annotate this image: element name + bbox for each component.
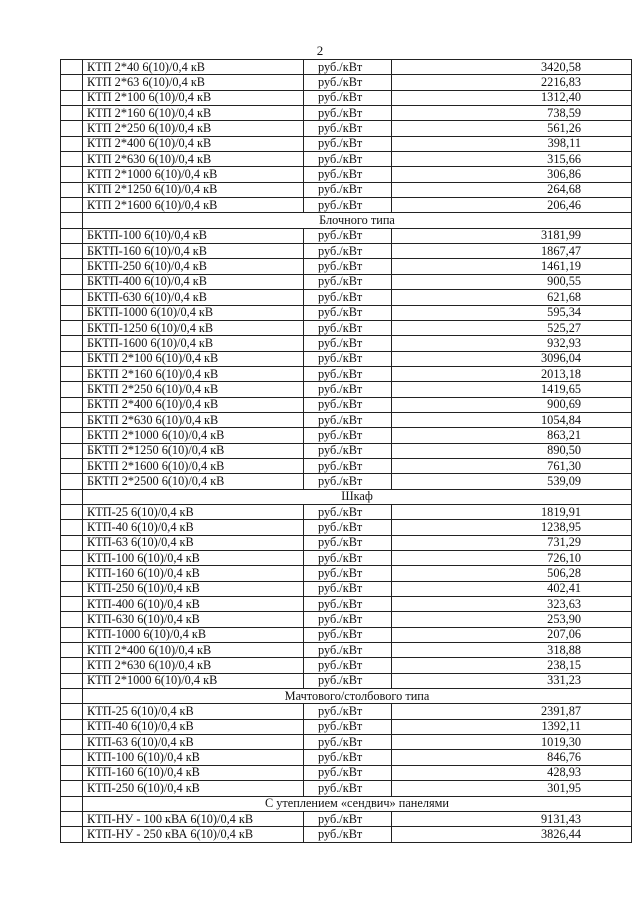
row-index-cell [61, 443, 83, 458]
row-index-cell [61, 719, 83, 734]
unit-cell: руб./кВт [304, 504, 392, 519]
equipment-name-cell: КТП 2*100 6(10)/0,4 кВ [83, 90, 304, 105]
table-row [61, 290, 632, 305]
unit-cell: руб./кВт [304, 551, 392, 566]
price-value-cell: 726,10 [392, 551, 632, 566]
table-row [61, 136, 632, 151]
table-row [61, 719, 632, 734]
equipment-name-cell: КТП 2*1000 6(10)/0,4 кВ [83, 673, 304, 688]
row-index-cell [61, 535, 83, 550]
unit-cell: руб./кВт [304, 198, 392, 213]
table-row [61, 382, 632, 397]
section-title: С утеплением «сендвич» панелями [83, 796, 632, 811]
equipment-name-cell: БКТП 2*400 6(10)/0,4 кВ [83, 397, 304, 412]
equipment-name-cell: БКТП-160 6(10)/0,4 кВ [83, 244, 304, 259]
row-index-cell [61, 581, 83, 596]
equipment-name-cell: КТП-25 6(10)/0,4 кВ [83, 504, 304, 519]
price-value-cell: 2391,87 [392, 704, 632, 719]
table-row [61, 643, 632, 658]
section-title: Шкаф [83, 489, 632, 504]
unit-cell: руб./кВт [304, 244, 392, 259]
row-index-cell [61, 827, 83, 842]
table-row [61, 182, 632, 197]
equipment-name-cell: КТП 2*400 6(10)/0,4 кВ [83, 643, 304, 658]
table-row [61, 811, 632, 826]
price-value-cell: 1054,84 [392, 412, 632, 427]
price-value-cell: 398,11 [392, 136, 632, 151]
row-index-cell [61, 474, 83, 489]
table-row [61, 750, 632, 765]
unit-cell: руб./кВт [304, 382, 392, 397]
equipment-name-cell: БКТП 2*250 6(10)/0,4 кВ [83, 382, 304, 397]
equipment-name-cell: БКТП 2*1250 6(10)/0,4 кВ [83, 443, 304, 458]
table-row [61, 167, 632, 182]
equipment-name-cell: КТП-100 6(10)/0,4 кВ [83, 551, 304, 566]
price-value-cell: 301,95 [392, 781, 632, 796]
row-index-cell [61, 689, 83, 704]
equipment-name-cell: КТП-НУ - 250 кВА 6(10)/0,4 кВ [83, 827, 304, 842]
price-value-cell: 264,68 [392, 182, 632, 197]
table-row [61, 612, 632, 627]
row-index-cell [61, 704, 83, 719]
row-index-cell [61, 597, 83, 612]
equipment-name-cell: КТП 2*630 6(10)/0,4 кВ [83, 658, 304, 673]
equipment-name-cell: КТП 2*1600 6(10)/0,4 кВ [83, 198, 304, 213]
price-value-cell: 3420,58 [392, 60, 632, 75]
row-index-cell [61, 673, 83, 688]
price-value-cell: 3826,44 [392, 827, 632, 842]
unit-cell: руб./кВт [304, 351, 392, 366]
price-value-cell: 1867,47 [392, 244, 632, 259]
equipment-name-cell: КТП 2*630 6(10)/0,4 кВ [83, 152, 304, 167]
price-value-cell: 890,50 [392, 443, 632, 458]
row-index-cell [61, 106, 83, 121]
unit-cell: руб./кВт [304, 704, 392, 719]
table-row [61, 90, 632, 105]
unit-cell: руб./кВт [304, 443, 392, 458]
unit-cell: руб./кВт [304, 627, 392, 642]
price-value-cell: 2013,18 [392, 366, 632, 381]
unit-cell: руб./кВт [304, 765, 392, 780]
table-row [61, 781, 632, 796]
table-row [61, 60, 632, 75]
unit-cell: руб./кВт [304, 781, 392, 796]
table-row [61, 520, 632, 535]
row-index-cell [61, 428, 83, 443]
unit-cell: руб./кВт [304, 121, 392, 136]
row-index-cell [61, 136, 83, 151]
table-row [61, 121, 632, 136]
price-value-cell: 238,15 [392, 658, 632, 673]
price-value-cell: 207,06 [392, 627, 632, 642]
row-index-cell [61, 228, 83, 243]
row-index-cell [61, 182, 83, 197]
unit-cell: руб./кВт [304, 259, 392, 274]
row-index-cell [61, 167, 83, 182]
price-value-cell: 1238,95 [392, 520, 632, 535]
price-value-cell: 2216,83 [392, 75, 632, 90]
price-value-cell: 761,30 [392, 458, 632, 473]
row-index-cell [61, 551, 83, 566]
equipment-name-cell: БКТП-400 6(10)/0,4 кВ [83, 274, 304, 289]
row-index-cell [61, 412, 83, 427]
equipment-name-cell: БКТП-630 6(10)/0,4 кВ [83, 290, 304, 305]
price-value-cell: 331,23 [392, 673, 632, 688]
table-row [61, 412, 632, 427]
unit-cell: руб./кВт [304, 228, 392, 243]
row-index-cell [61, 274, 83, 289]
equipment-name-cell: КТП 2*400 6(10)/0,4 кВ [83, 136, 304, 151]
row-index-cell [61, 627, 83, 642]
unit-cell: руб./кВт [304, 90, 392, 105]
unit-cell: руб./кВт [304, 811, 392, 826]
price-value-cell: 1819,91 [392, 504, 632, 519]
unit-cell: руб./кВт [304, 612, 392, 627]
equipment-name-cell: КТП-160 6(10)/0,4 кВ [83, 566, 304, 581]
unit-cell: руб./кВт [304, 719, 392, 734]
table-row [61, 597, 632, 612]
unit-cell: руб./кВт [304, 182, 392, 197]
table-row [61, 581, 632, 596]
price-value-cell: 863,21 [392, 428, 632, 443]
table-row [61, 704, 632, 719]
row-index-cell [61, 504, 83, 519]
equipment-name-cell: КТП-63 6(10)/0,4 кВ [83, 535, 304, 550]
unit-cell: руб./кВт [304, 643, 392, 658]
unit-cell: руб./кВт [304, 750, 392, 765]
tariff-table [60, 59, 632, 843]
row-index-cell [61, 90, 83, 105]
table-row [61, 673, 632, 688]
table-row [61, 366, 632, 381]
price-value-cell: 428,93 [392, 765, 632, 780]
row-index-cell [61, 612, 83, 627]
price-value-cell: 846,76 [392, 750, 632, 765]
unit-cell: руб./кВт [304, 290, 392, 305]
section-header-row [61, 489, 632, 504]
unit-cell: руб./кВт [304, 320, 392, 335]
row-index-cell [61, 489, 83, 504]
price-value-cell: 525,27 [392, 320, 632, 335]
equipment-name-cell: БКТП-250 6(10)/0,4 кВ [83, 259, 304, 274]
price-value-cell: 1419,65 [392, 382, 632, 397]
row-index-cell [61, 60, 83, 75]
table-row [61, 75, 632, 90]
equipment-name-cell: БКТП 2*1600 6(10)/0,4 кВ [83, 458, 304, 473]
row-index-cell [61, 320, 83, 335]
table-row [61, 566, 632, 581]
row-index-cell [61, 152, 83, 167]
row-index-cell [61, 781, 83, 796]
equipment-name-cell: КТП 2*1250 6(10)/0,4 кВ [83, 182, 304, 197]
unit-cell: руб./кВт [304, 274, 392, 289]
unit-cell: руб./кВт [304, 535, 392, 550]
row-index-cell [61, 305, 83, 320]
price-value-cell: 1461,19 [392, 259, 632, 274]
price-value-cell: 621,68 [392, 290, 632, 305]
tariff-table-body [61, 60, 632, 843]
row-index-cell [61, 259, 83, 274]
row-index-cell [61, 658, 83, 673]
price-value-cell: 206,46 [392, 198, 632, 213]
unit-cell: руб./кВт [304, 366, 392, 381]
unit-cell: руб./кВт [304, 735, 392, 750]
price-value-cell: 3181,99 [392, 228, 632, 243]
equipment-name-cell: КТП-25 6(10)/0,4 кВ [83, 704, 304, 719]
table-row [61, 474, 632, 489]
equipment-name-cell: БКТП-100 6(10)/0,4 кВ [83, 228, 304, 243]
price-value-cell: 539,09 [392, 474, 632, 489]
price-value-cell: 318,88 [392, 643, 632, 658]
table-row [61, 305, 632, 320]
price-value-cell: 306,86 [392, 167, 632, 182]
equipment-name-cell: БКТП 2*2500 6(10)/0,4 кВ [83, 474, 304, 489]
table-row [61, 397, 632, 412]
table-row [61, 152, 632, 167]
table-row [61, 735, 632, 750]
row-index-cell [61, 75, 83, 90]
price-value-cell: 738,59 [392, 106, 632, 121]
equipment-name-cell: БКТП-1250 6(10)/0,4 кВ [83, 320, 304, 335]
table-row [61, 244, 632, 259]
unit-cell: руб./кВт [304, 458, 392, 473]
row-index-cell [61, 382, 83, 397]
price-value-cell: 1312,40 [392, 90, 632, 105]
unit-cell: руб./кВт [304, 827, 392, 842]
row-index-cell [61, 244, 83, 259]
row-index-cell [61, 750, 83, 765]
equipment-name-cell: КТП-250 6(10)/0,4 кВ [83, 781, 304, 796]
table-row [61, 504, 632, 519]
unit-cell: руб./кВт [304, 474, 392, 489]
table-row [61, 336, 632, 351]
price-value-cell: 561,26 [392, 121, 632, 136]
table-row [61, 458, 632, 473]
unit-cell: руб./кВт [304, 106, 392, 121]
equipment-name-cell: КТП-40 6(10)/0,4 кВ [83, 520, 304, 535]
row-index-cell [61, 566, 83, 581]
table-row [61, 351, 632, 366]
equipment-name-cell: КТП 2*160 6(10)/0,4 кВ [83, 106, 304, 121]
row-index-cell [61, 765, 83, 780]
row-index-cell [61, 796, 83, 811]
unit-cell: руб./кВт [304, 520, 392, 535]
equipment-name-cell: БКТП 2*100 6(10)/0,4 кВ [83, 351, 304, 366]
price-value-cell: 253,90 [392, 612, 632, 627]
price-value-cell: 1019,30 [392, 735, 632, 750]
equipment-name-cell: КТП 2*63 6(10)/0,4 кВ [83, 75, 304, 90]
table-row [61, 827, 632, 842]
table-row [61, 320, 632, 335]
price-value-cell: 9131,43 [392, 811, 632, 826]
table-row [61, 198, 632, 213]
row-index-cell [61, 290, 83, 305]
row-index-cell [61, 213, 83, 228]
row-index-cell [61, 366, 83, 381]
price-value-cell: 595,34 [392, 305, 632, 320]
unit-cell: руб./кВт [304, 673, 392, 688]
table-row [61, 535, 632, 550]
price-value-cell: 3096,04 [392, 351, 632, 366]
equipment-name-cell: КТП-400 6(10)/0,4 кВ [83, 597, 304, 612]
unit-cell: руб./кВт [304, 336, 392, 351]
equipment-name-cell: БКТП-1000 6(10)/0,4 кВ [83, 305, 304, 320]
equipment-name-cell: БКТП 2*1000 6(10)/0,4 кВ [83, 428, 304, 443]
equipment-name-cell: КТП 2*250 6(10)/0,4 кВ [83, 121, 304, 136]
equipment-name-cell: БКТП 2*160 6(10)/0,4 кВ [83, 366, 304, 381]
price-value-cell: 506,28 [392, 566, 632, 581]
equipment-name-cell: КТП-100 6(10)/0,4 кВ [83, 750, 304, 765]
table-row [61, 443, 632, 458]
unit-cell: руб./кВт [304, 167, 392, 182]
section-header-row [61, 689, 632, 704]
equipment-name-cell: КТП 2*40 6(10)/0,4 кВ [83, 60, 304, 75]
equipment-name-cell: КТП-63 6(10)/0,4 кВ [83, 735, 304, 750]
equipment-name-cell: КТП-160 6(10)/0,4 кВ [83, 765, 304, 780]
equipment-name-cell: КТП 2*1000 6(10)/0,4 кВ [83, 167, 304, 182]
unit-cell: руб./кВт [304, 412, 392, 427]
table-row [61, 428, 632, 443]
row-index-cell [61, 397, 83, 412]
equipment-name-cell: БКТП-1600 6(10)/0,4 кВ [83, 336, 304, 351]
row-index-cell [61, 198, 83, 213]
unit-cell: руб./кВт [304, 60, 392, 75]
equipment-name-cell: КТП-40 6(10)/0,4 кВ [83, 719, 304, 734]
price-value-cell: 900,69 [392, 397, 632, 412]
table-row [61, 228, 632, 243]
table-row [61, 259, 632, 274]
section-header-row [61, 796, 632, 811]
unit-cell: руб./кВт [304, 152, 392, 167]
unit-cell: руб./кВт [304, 136, 392, 151]
row-index-cell [61, 735, 83, 750]
unit-cell: руб./кВт [304, 397, 392, 412]
page-number: 2 [316, 43, 324, 58]
row-index-cell [61, 520, 83, 535]
unit-cell: руб./кВт [304, 658, 392, 673]
section-title: Блочного типа [83, 213, 632, 228]
equipment-name-cell: КТП-630 6(10)/0,4 кВ [83, 612, 304, 627]
row-index-cell [61, 643, 83, 658]
row-index-cell [61, 351, 83, 366]
price-value-cell: 731,29 [392, 535, 632, 550]
price-value-cell: 323,63 [392, 597, 632, 612]
unit-cell: руб./кВт [304, 75, 392, 90]
unit-cell: руб./кВт [304, 566, 392, 581]
price-value-cell: 900,55 [392, 274, 632, 289]
equipment-name-cell: КТП-250 6(10)/0,4 кВ [83, 581, 304, 596]
table-row [61, 627, 632, 642]
table-row [61, 106, 632, 121]
unit-cell: руб./кВт [304, 581, 392, 596]
unit-cell: руб./кВт [304, 428, 392, 443]
unit-cell: руб./кВт [304, 305, 392, 320]
row-index-cell [61, 458, 83, 473]
table-row [61, 765, 632, 780]
table-row [61, 274, 632, 289]
price-value-cell: 402,41 [392, 581, 632, 596]
row-index-cell [61, 811, 83, 826]
equipment-name-cell: КТП-НУ - 100 кВА 6(10)/0,4 кВ [83, 811, 304, 826]
price-value-cell: 932,93 [392, 336, 632, 351]
row-index-cell [61, 121, 83, 136]
equipment-name-cell: БКТП 2*630 6(10)/0,4 кВ [83, 412, 304, 427]
unit-cell: руб./кВт [304, 597, 392, 612]
section-header-row [61, 213, 632, 228]
price-value-cell: 1392,11 [392, 719, 632, 734]
equipment-name-cell: КТП-1000 6(10)/0,4 кВ [83, 627, 304, 642]
table-row [61, 551, 632, 566]
price-value-cell: 315,66 [392, 152, 632, 167]
row-index-cell [61, 336, 83, 351]
section-title: Мачтового/столбового типа [83, 689, 632, 704]
table-row [61, 658, 632, 673]
